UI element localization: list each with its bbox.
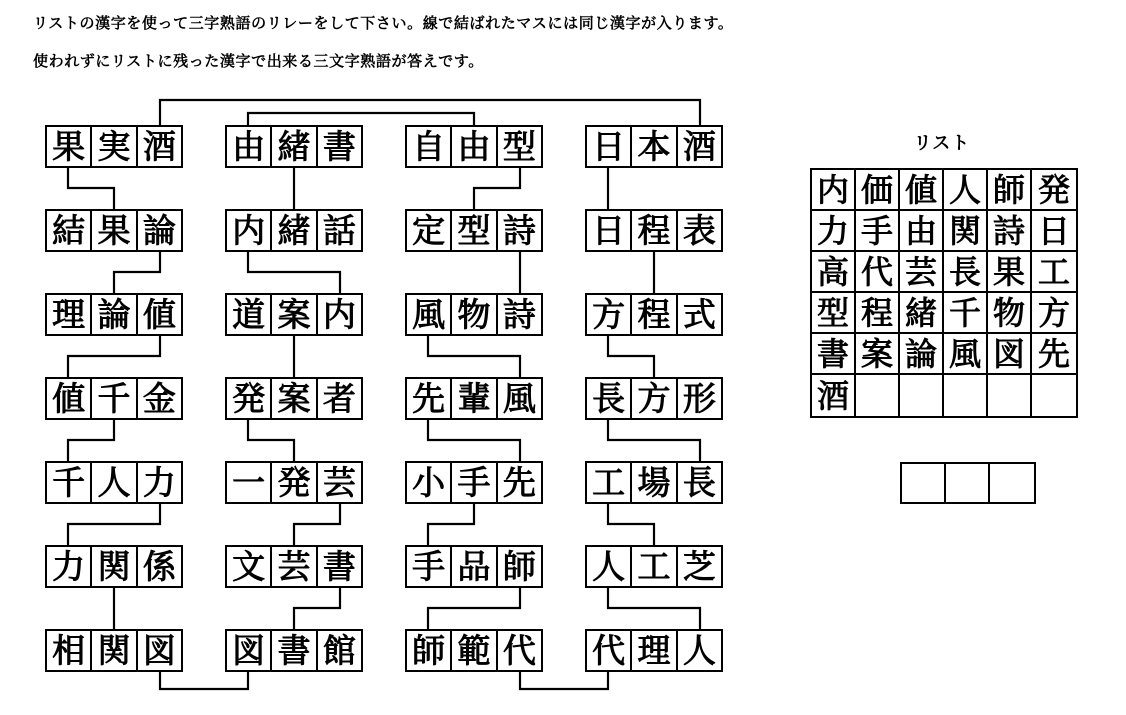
kanji-cell: 代 xyxy=(496,631,541,670)
kanji-cell: 芸 xyxy=(270,547,315,586)
word-box-col1-row2 xyxy=(45,209,183,252)
kanji-cell: 長 xyxy=(676,463,721,502)
kanji-cell: 千 xyxy=(52,464,86,501)
list-cell: 方 xyxy=(1032,293,1076,334)
connector-line xyxy=(68,504,160,545)
connector-line xyxy=(114,252,160,293)
kanji-cell: 文 xyxy=(232,548,266,585)
list-title: リスト xyxy=(913,133,971,153)
kanji-cell: 関 xyxy=(90,631,135,670)
kanji-cell: 案 xyxy=(270,295,315,334)
kanji-cell: 果 xyxy=(52,128,86,165)
list-grid xyxy=(810,168,1078,418)
answer-cell xyxy=(990,464,1034,502)
kanji-cell: 内 xyxy=(232,212,266,249)
list-cell: 内 xyxy=(812,170,856,211)
kanji-cell: 果 xyxy=(90,211,135,250)
connector-line xyxy=(608,588,700,629)
kanji-cell: 師 xyxy=(496,547,541,586)
word-box-col1-row3 xyxy=(45,293,183,336)
instruction-line-1: リストの漢字を使って三字熟語のリレーをして下さい。線で結ばれたマスには同じ漢字が入ります。 xyxy=(33,16,734,32)
connector-line xyxy=(428,336,520,377)
kanji-cell: 人 xyxy=(592,548,626,585)
kanji-cell: 話 xyxy=(316,211,361,250)
list-cell: 型 xyxy=(812,293,856,334)
connector-line xyxy=(520,672,608,689)
kanji-cell: 形 xyxy=(676,379,721,418)
kanji-cell: 日 xyxy=(592,128,626,165)
connector-line xyxy=(428,588,520,629)
kanji-cell: 定 xyxy=(412,212,446,249)
list-cell: 発 xyxy=(1032,170,1076,211)
instruction-line-2: 使われずにリストに残った漢字で出来る三文字熟語が答えです。 xyxy=(33,54,484,70)
kanji-cell: 風 xyxy=(496,379,541,418)
kanji-cell: 者 xyxy=(316,379,361,418)
connector-line xyxy=(160,672,248,689)
kanji-cell: 先 xyxy=(496,463,541,502)
connector-line xyxy=(68,420,114,461)
kanji-cell: 値 xyxy=(136,295,181,334)
list-cell: 先 xyxy=(1032,334,1076,375)
word-box-col3-row5 xyxy=(405,461,543,504)
kanji-cell: 程 xyxy=(630,211,675,250)
kanji-cell: 酒 xyxy=(676,127,721,166)
kanji-cell: 館 xyxy=(316,631,361,670)
kanji-cell: 値 xyxy=(52,380,86,417)
list-cell: 由 xyxy=(900,211,944,252)
word-box-col3-row6 xyxy=(405,545,543,588)
kanji-cell: 方 xyxy=(630,379,675,418)
list-cell: 芸 xyxy=(900,252,944,293)
connector-line xyxy=(428,420,520,461)
word-box-col2-row6 xyxy=(225,545,363,588)
word-box-col3-row3 xyxy=(405,293,543,336)
list-cell: 日 xyxy=(1032,211,1076,252)
list-cell-empty xyxy=(856,375,900,416)
kanji-cell: 範 xyxy=(450,631,495,670)
kanji-cell: 日 xyxy=(592,212,626,249)
kanji-cell: 工 xyxy=(630,547,675,586)
list-cell: 関 xyxy=(944,211,988,252)
kanji-cell: 相 xyxy=(52,632,86,669)
kanji-cell: 案 xyxy=(270,379,315,418)
kanji-cell: 関 xyxy=(90,547,135,586)
connector-line xyxy=(248,252,340,293)
kanji-cell: 論 xyxy=(90,295,135,334)
connector-line xyxy=(294,504,340,545)
kanji-cell: 芸 xyxy=(316,463,361,502)
kanji-cell: 結 xyxy=(52,212,86,249)
kanji-cell: 力 xyxy=(136,463,181,502)
kanji-cell: 実 xyxy=(90,127,135,166)
list-cell: 物 xyxy=(988,293,1032,334)
list-cell: 手 xyxy=(856,211,900,252)
list-cell: 案 xyxy=(856,334,900,375)
word-box-col2-row7 xyxy=(225,629,363,672)
kanji-cell: 場 xyxy=(630,463,675,502)
word-box-col1-row1 xyxy=(45,125,183,168)
kanji-cell: 詩 xyxy=(496,295,541,334)
kanji-cell: 程 xyxy=(630,295,675,334)
kanji-cell: 本 xyxy=(630,127,675,166)
connector-line xyxy=(474,168,520,209)
connector-line xyxy=(68,168,114,209)
connector-line xyxy=(428,504,474,545)
list-cell: 力 xyxy=(812,211,856,252)
list-cell: 人 xyxy=(944,170,988,211)
list-cell-empty xyxy=(1032,375,1076,416)
kanji-cell: 緒 xyxy=(270,127,315,166)
kanji-cell: 詩 xyxy=(496,211,541,250)
word-box-col2-row1 xyxy=(225,125,363,168)
kanji-cell: 師 xyxy=(412,632,446,669)
kanji-cell: 自 xyxy=(412,128,446,165)
connector-line xyxy=(68,336,160,377)
kanji-cell: 工 xyxy=(592,464,626,501)
word-box-col2-row4 xyxy=(225,377,363,420)
kanji-cell: 先 xyxy=(412,380,446,417)
list-cell: 詩 xyxy=(988,211,1032,252)
word-box-col3-row4 xyxy=(405,377,543,420)
kanji-cell: 書 xyxy=(270,631,315,670)
kanji-cell: 力 xyxy=(52,548,86,585)
kanji-cell: 手 xyxy=(412,548,446,585)
word-box-col1-row5 xyxy=(45,461,183,504)
kanji-cell: 書 xyxy=(316,127,361,166)
word-box-col4-row1 xyxy=(585,125,723,168)
kanji-cell: 型 xyxy=(450,211,495,250)
list-cell: 長 xyxy=(944,252,988,293)
kanji-cell: 代 xyxy=(592,632,626,669)
list-cell: 千 xyxy=(944,293,988,334)
kanji-cell: 式 xyxy=(676,295,721,334)
kanji-cell: 理 xyxy=(52,296,86,333)
kanji-cell: 一 xyxy=(232,464,266,501)
word-box-col3-row1 xyxy=(405,125,543,168)
kanji-cell: 風 xyxy=(412,296,446,333)
list-cell: 図 xyxy=(988,334,1032,375)
kanji-cell: 品 xyxy=(450,547,495,586)
list-cell: 緒 xyxy=(900,293,944,334)
word-box-col4-row6 xyxy=(585,545,723,588)
kanji-cell: 内 xyxy=(316,295,361,334)
kanji-cell: 係 xyxy=(136,547,181,586)
word-box-col4-row5 xyxy=(585,461,723,504)
list-cell: 代 xyxy=(856,252,900,293)
word-box-col3-row2 xyxy=(405,209,543,252)
word-box-col1-row6 xyxy=(45,545,183,588)
kanji-cell: 長 xyxy=(592,380,626,417)
connector-line xyxy=(248,420,294,461)
connector-line xyxy=(608,504,654,545)
word-box-col2-row3 xyxy=(225,293,363,336)
kanji-cell: 酒 xyxy=(136,127,181,166)
connector-line xyxy=(248,113,474,125)
word-box-col4-row4 xyxy=(585,377,723,420)
kanji-cell: 手 xyxy=(450,463,495,502)
list-cell: 高 xyxy=(812,252,856,293)
list-cell: 果 xyxy=(988,252,1032,293)
kanji-cell: 道 xyxy=(232,296,266,333)
kanji-cell: 輩 xyxy=(450,379,495,418)
list-cell: 風 xyxy=(944,334,988,375)
answer-cell xyxy=(902,464,946,502)
list-cell: 酒 xyxy=(812,375,856,416)
list-cell: 師 xyxy=(988,170,1032,211)
kanji-cell: 型 xyxy=(496,127,541,166)
kanji-cell: 金 xyxy=(136,379,181,418)
connector-line xyxy=(608,336,654,377)
kanji-cell: 論 xyxy=(136,211,181,250)
list-cell: 価 xyxy=(856,170,900,211)
connector-line xyxy=(608,420,700,461)
kanji-cell: 発 xyxy=(270,463,315,502)
list-cell: 値 xyxy=(900,170,944,211)
list-cell-empty xyxy=(944,375,988,416)
list-cell-empty xyxy=(988,375,1032,416)
kanji-cell: 緒 xyxy=(270,211,315,250)
kanji-cell: 人 xyxy=(676,631,721,670)
kanji-cell: 図 xyxy=(232,632,266,669)
list-cell: 論 xyxy=(900,334,944,375)
word-box-col4-row2 xyxy=(585,209,723,252)
kanji-cell: 方 xyxy=(592,296,626,333)
kanji-cell: 図 xyxy=(136,631,181,670)
word-box-col2-row5 xyxy=(225,461,363,504)
kanji-cell: 書 xyxy=(316,547,361,586)
answer-box xyxy=(900,462,1036,504)
kanji-cell: 表 xyxy=(676,211,721,250)
connector-line xyxy=(294,588,340,629)
list-cell-empty xyxy=(900,375,944,416)
kanji-cell: 理 xyxy=(630,631,675,670)
word-box-col4-row3 xyxy=(585,293,723,336)
word-box-col1-row7 xyxy=(45,629,183,672)
kanji-cell: 発 xyxy=(232,380,266,417)
list-cell: 書 xyxy=(812,334,856,375)
answer-cell xyxy=(946,464,990,502)
kanji-cell: 物 xyxy=(450,295,495,334)
word-box-col1-row4 xyxy=(45,377,183,420)
kanji-cell: 由 xyxy=(450,127,495,166)
kanji-cell: 人 xyxy=(90,463,135,502)
list-cell: 程 xyxy=(856,293,900,334)
kanji-cell: 小 xyxy=(412,464,446,501)
kanji-cell: 芝 xyxy=(676,547,721,586)
word-box-col3-row7 xyxy=(405,629,543,672)
word-box-col2-row2 xyxy=(225,209,363,252)
list-cell: 工 xyxy=(1032,252,1076,293)
kanji-cell: 千 xyxy=(90,379,135,418)
kanji-cell: 由 xyxy=(232,128,266,165)
word-box-col4-row7 xyxy=(585,629,723,672)
